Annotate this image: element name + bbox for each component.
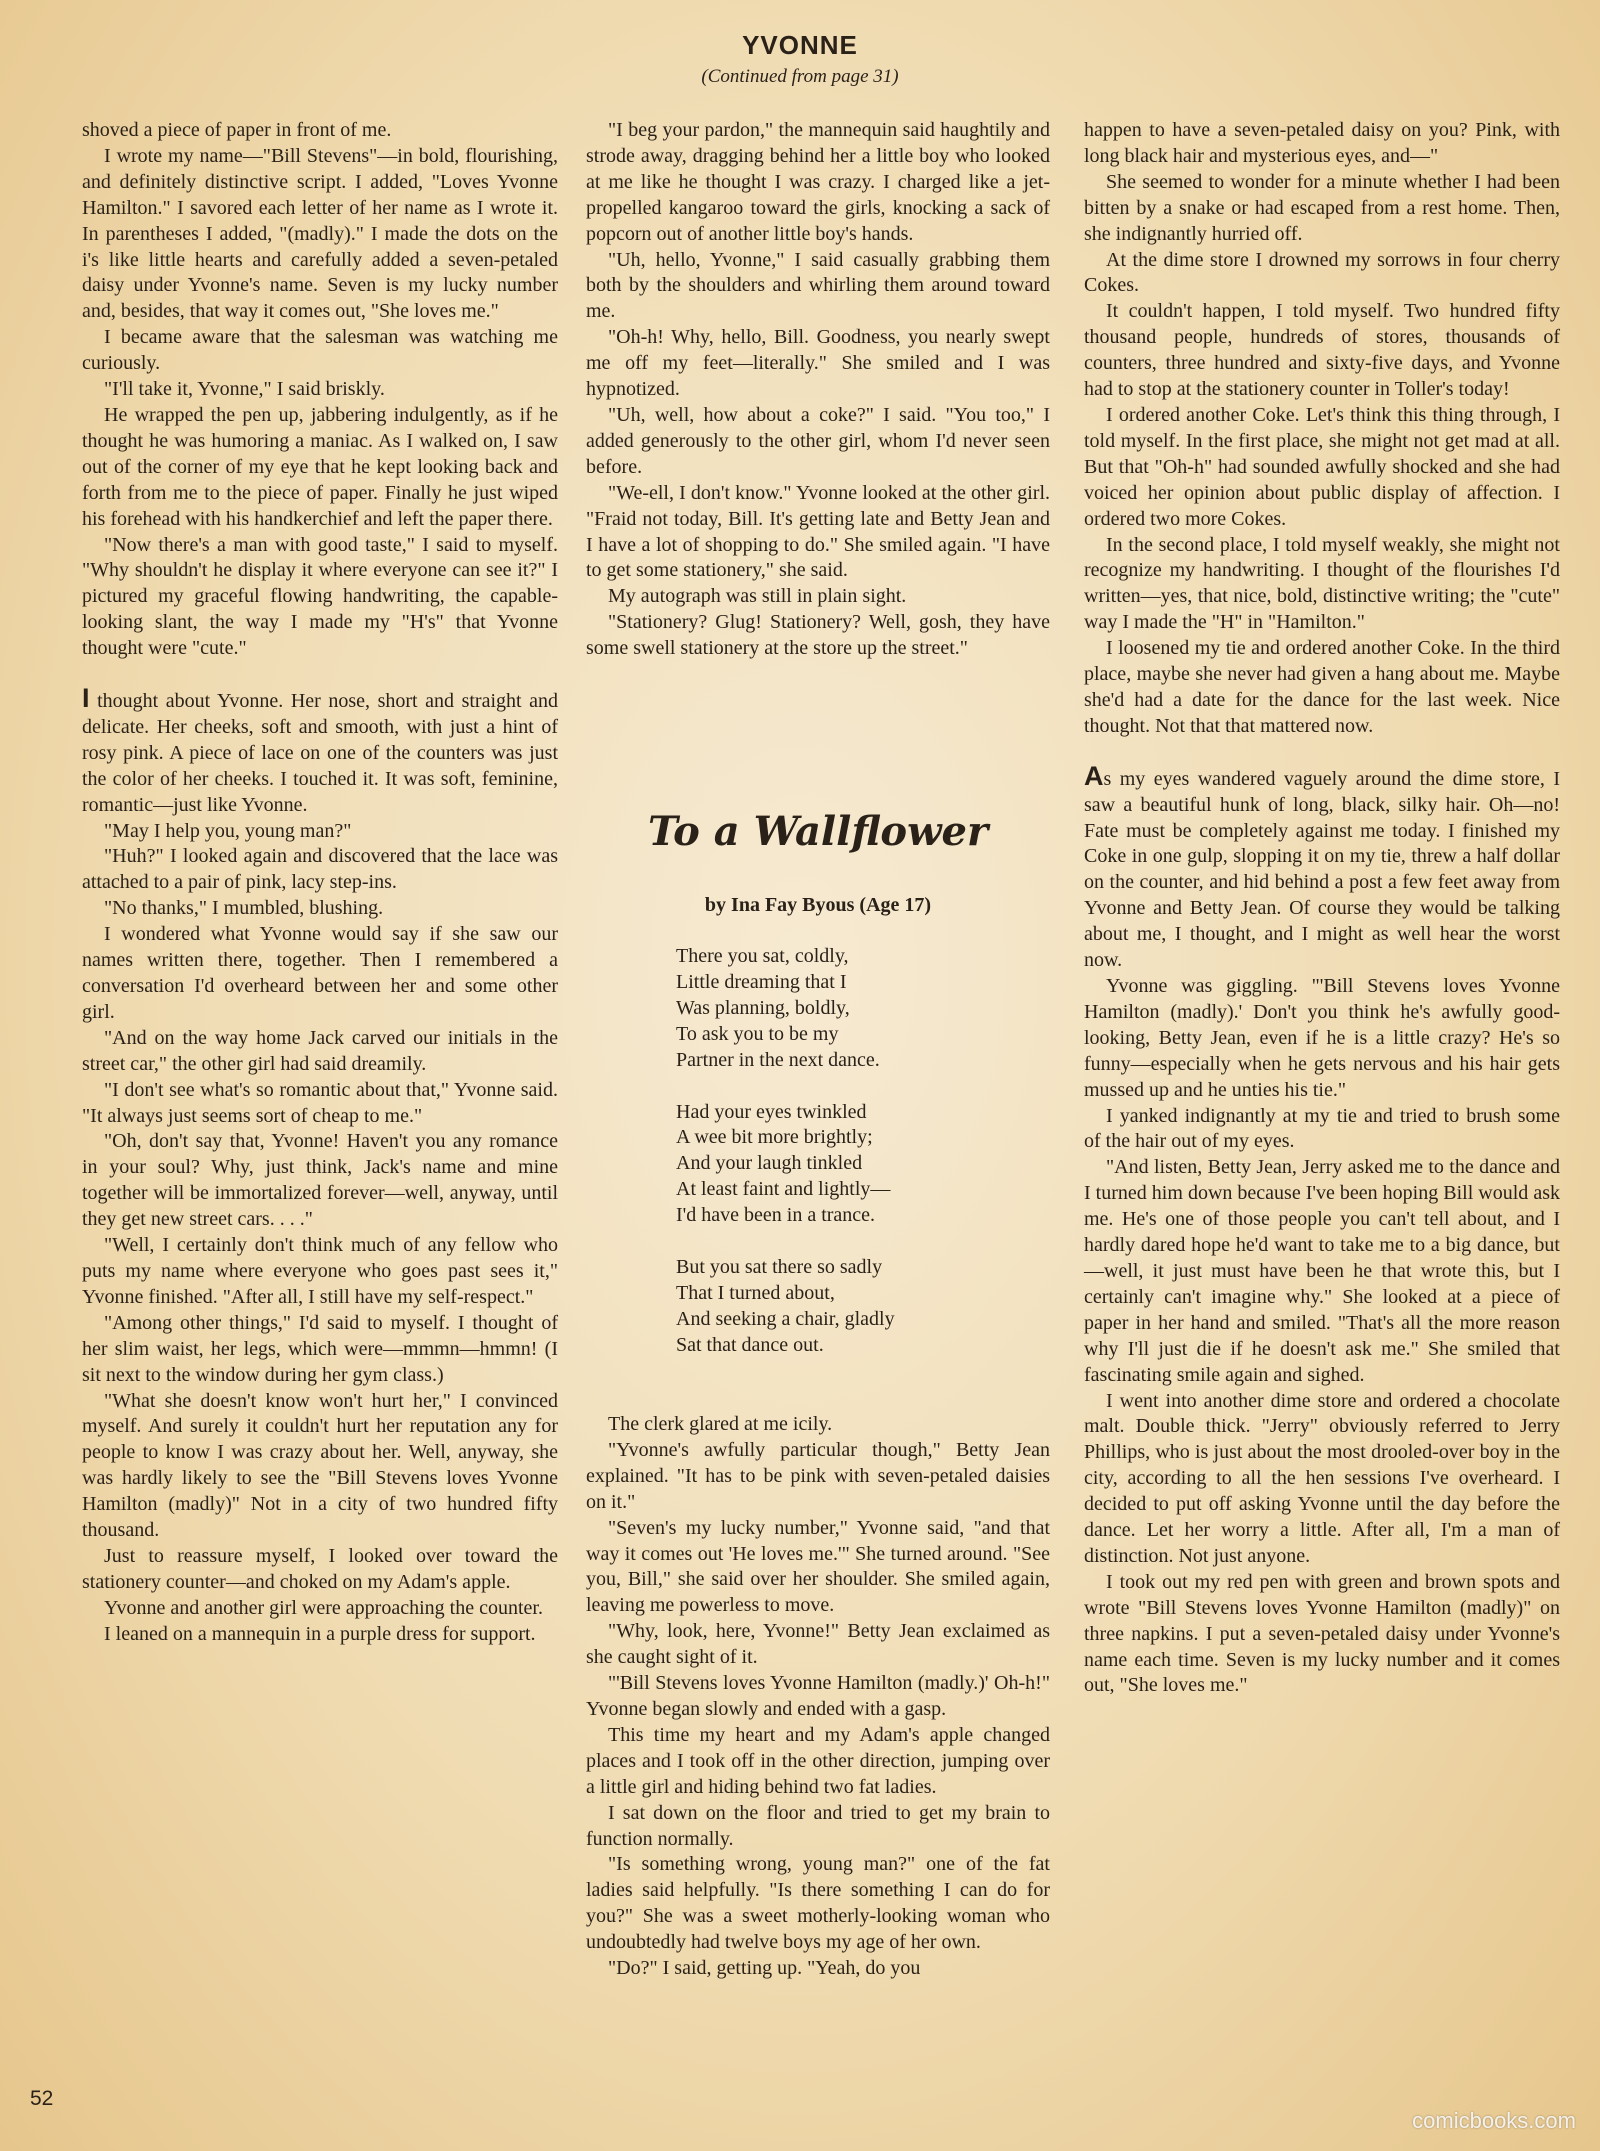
paragraph: "Seven's my lucky number," Yvonne said, "and that way it comes out 'He loves me.'" She turned around. "See you, Bill," she said over her shoulder. She smiled again, leaving me powerless to move. <box>586 1516 1050 1617</box>
paragraph: "No thanks," I mumbled, blushing. <box>104 897 384 920</box>
poem-stanza <box>676 1100 1036 1230</box>
column-3 <box>1084 118 1560 1699</box>
column-2-bottom <box>586 1412 1050 1982</box>
column-2-top <box>586 118 1050 662</box>
paragraph: "Now there's a man with good taste," I said to myself. "Why shouldn't he display it where everyone can see it?" I pictured my graceful flowing handwriting, the capable-looking slant, the way I made my "H's" that Yvonne thought were "cute." <box>82 533 558 660</box>
paragraph: He wrapped the pen up, jabbering indulgently, as if he thought he was humoring a maniac. As I walked on, I saw out of the corner of my eye that he kept looking back and forth from me to the piece of paper. Finally he just wiped his forehead with his handkerchief and left the paper there. <box>82 403 558 530</box>
poem-line: Was planning, boldly, <box>676 996 850 1019</box>
drop-cap: I <box>82 683 90 714</box>
poem-line: Partner in the next dance. <box>676 1048 880 1071</box>
paragraph: I took out my red pen with green and brown spots and wrote "Bill Stevens loves Yvonne Hamilton (madly)" on three napkins. I put a seven-petaled daisy under Yvonne's name each time. Seven is my lucky number and it comes out, "She loves me." <box>1084 1570 1560 1697</box>
paragraph: "Stationery? Glug! Stationery? Well, gosh, they have some swell stationery at the store up the street." <box>586 611 1050 660</box>
paragraph: I wondered what Yvonne would say if she saw our names written there, together. Then I remembered a conversation I'd overheard between her and some other girl. <box>82 923 558 1023</box>
paragraph: I wrote my name—"Bill Stevens"—in bold, flourishing, and definitely distinctive script. I added, "Loves Yvonne Hamilton." I savored each letter of her name as I wrote it. In parentheses I added, "(madly)." I made the dots on the i's like little hearts and carefully added a seven-petaled daisy under Yvonne's name. Seven is my lucky number and, besides, that way it comes out, "She loves me." <box>82 144 558 323</box>
paragraph: I ordered another Coke. Let's think this thing through, I told myself. In the first place, she might not get mad at all. But that "Oh-h" had sounded awfully shocked and she had voiced her opinion about public display of affection. I ordered two more Cokes. <box>1084 403 1560 530</box>
paragraph: Yvonne and another girl were approaching the counter. <box>104 1596 543 1619</box>
paragraph: I yanked indignantly at my tie and tried to brush some of the hair out of my eyes. <box>1084 1104 1560 1153</box>
paragraph: "Huh?" I looked again and discovered that the lace was attached to a pair of pink, lacy step-ins. <box>82 845 558 894</box>
poem-line: And your laugh tinkled <box>676 1152 863 1175</box>
paragraph-text: s my eyes wandered vaguely around the dime store, I saw a beautiful hunk of long, black, silky hair. Oh—no! Fate must be completely against me today. I finished my Coke in one gulp, slopping it on my tie, threw a half dollar on the counter, and hid behind a post a few feet away from Yvonne and Betty Jean. Of course they would be talking about me, I thought, and I might as well hear the worst now. <box>1084 767 1560 972</box>
poem-line: And seeking a chair, gladly <box>676 1307 895 1330</box>
paragraph: "Is something wrong, young man?" one of the fat ladies said helpfully. "Is there something I can do for you?" She was a sweet motherly-looking woman who undoubtedly had twelve boys my age of her own. <box>586 1853 1050 1954</box>
story-title: YVONNE <box>742 30 858 60</box>
paragraph-text: thought about Yvonne. Her nose, short and straight and delicate. Her cheeks, soft and smooth, with just a hint of rosy pink. A piece of lace on one of the counters was just the color of her cheeks. I touched it. It was soft, feminine, romantic—just like Yvonne. <box>82 690 559 816</box>
drop-cap: A <box>1084 760 1104 791</box>
paragraph: "Do?" I said, getting up. "Yeah, do you <box>608 1957 921 1980</box>
paragraph: Yvonne was giggling. "'Bill Stevens loves Yvonne Hamilton (madly).' Don't you think he's awfully good-looking, Betty Jean, even if he is a little crazy? He's so funny—especially when he gets nervous and his hair gets mussed up and he unties his tie." <box>1084 975 1560 1101</box>
paragraph: "I beg your pardon," the mannequin said haughtily and strode away, dragging behind her a little boy who looked at me like he thought I was crazy. I charged like a jet-propelled kangaroo toward the girls, knocking a sack of popcorn out of another little boy's hands. <box>586 119 1050 245</box>
paragraph: I sat down on the floor and tried to get my brain to function normally. <box>586 1801 1050 1850</box>
poem <box>676 944 1036 1385</box>
paragraph-with-dropcap <box>82 683 559 819</box>
paragraph: It couldn't happen, I told myself. Two hundred fifty thousand people, hundreds of stores, thousands of counters, three hundred and sixty-five days, and Yvonne had to stop at the stationery counter in Toller's today! <box>1084 300 1560 401</box>
paragraph: She seemed to wonder for a minute whether I had been bitten by a snake or had escaped from a rest home. Then, she indignantly hurried off. <box>1084 170 1560 245</box>
column-1 <box>82 118 558 1648</box>
paragraph: "Oh-h! Why, hello, Bill. Goodness, you nearly swept me off my feet—literally." She smiled and I was hypnotized. <box>586 326 1050 401</box>
paragraph: At the dime store I drowned my sorrows in four cherry Cokes. <box>1084 248 1560 297</box>
paragraph-with-dropcap <box>1084 760 1560 974</box>
paragraph: "Well, I certainly don't think much of any fellow who puts my name where everyone who goes past sees it," Yvonne finished. "After all, I still have my self-respect." <box>82 1234 558 1308</box>
paragraph: In the second place, I told myself weakly, she might not recognize my handwriting. I thought of the flourishes I'd written—yes, that nice, bold, distinctive writing; the "cute" way I made the "H" in "Hamilton." <box>1084 533 1560 634</box>
paragraph: "And on the way home Jack carved our initials in the street car," the other girl had said dreamily. <box>82 1026 558 1075</box>
poem-line: A wee bit more brightly; <box>676 1126 873 1149</box>
poem-line: Little dreaming that I <box>676 970 847 993</box>
paragraph: "Yvonne's awfully particular though," Betty Jean explained. "It has to be pink with seven-petaled daisies on it." <box>586 1438 1050 1513</box>
paragraph: "'Bill Stevens loves Yvonne Hamilton (madly.)' Oh-h!" Yvonne began slowly and ended with a gasp. <box>586 1672 1050 1720</box>
poem-title: To a Wallflower <box>647 808 989 855</box>
poem-line: There you sat, coldly, <box>676 945 849 967</box>
paragraph: The clerk glared at me icily. <box>608 1413 833 1435</box>
poem-line: That I turned about, <box>676 1281 835 1304</box>
paragraph: "Oh, don't say that, Yvonne! Haven't you any romance in your soul? Why, just think, Jack's name and mine together will be immortalized forever—well, anyway, until they get new street cars. . . ." <box>82 1130 558 1231</box>
continued-note: (Continued from page 31) <box>701 66 899 87</box>
paragraph: "We-ell, I don't know." Yvonne looked at the other girl. "Fraid not today, Bill. It's getting late and Betty Jean and I have a lot of shopping to do." She smiled again. "I have to get some stationery," she said. <box>586 481 1050 582</box>
poem-line: At least faint and lightly— <box>676 1178 891 1201</box>
watermark: comicbooks.com <box>1412 2108 1576 2133</box>
paragraph: "What she doesn't know won't hurt her," I convinced myself. And surely it couldn't hurt her reputation any for people to know I was crazy about her. Well, anyway, she was hardly likely to see the "Bill Stevens loves Yvonne Hamilton (madly)" Not in a city of two hundred fifty thousand. <box>82 1389 558 1542</box>
paragraph: I loosened my tie and ordered another Coke. In the third place, maybe she never had given a hang about me. Maybe she'd had a date for the dance for the last week. Nice thought. Not that that mattered now. <box>1084 637 1560 737</box>
poem-stanza <box>676 944 1036 1074</box>
paragraph: shoved a piece of paper in front of me. <box>82 119 392 141</box>
paragraph: My autograph was still in plain sight. <box>608 585 907 608</box>
paragraph: Just to reassure myself, I looked over toward the stationery counter—and choked on my Adam's apple. <box>82 1544 558 1593</box>
poem-line: I'd have been in a trance. <box>676 1204 876 1227</box>
paragraph: "I'll take it, Yvonne," I said briskly. <box>104 378 385 401</box>
paragraph: "Among other things," I'd said to myself. I thought of her slim waist, her legs, which were—mmmn—hmmn! (I sit next to the window during her gym class.) <box>82 1311 558 1386</box>
paragraph: "Uh, hello, Yvonne," I said casually grabbing them both by the shoulders and whirling them around toward me. <box>586 248 1050 323</box>
poem-line: Had your eyes twinkled <box>676 1100 867 1123</box>
paragraph: I became aware that the salesman was watching me curiously. <box>82 326 558 375</box>
paragraph: I leaned on a mannequin in a purple dress for support. <box>104 1622 536 1645</box>
paragraph: happen to have a seven-petaled daisy on you? Pink, with long black hair and mysterious eyes, and—" <box>1084 119 1560 167</box>
poem-stanza <box>676 1255 1036 1359</box>
poem-line: But you sat there so sadly <box>676 1256 883 1279</box>
paragraph: "And listen, Betty Jean, Jerry asked me to the dance and I turned him down because I've been hoping Bill would ask me. He's one of those people you can't tell about, and I hardly dared hope he'd want to take me to a big dance, but—well, it just must have been he that wrote this, but I certainly can't imagine why." She looked at a piece of paper in her hand and smiled. "That's all the more reason why I'll just die if he doesn't ask me." She smiled that fascinating smile again and sighed. <box>1084 1156 1560 1386</box>
poem-line: To ask you to be my <box>676 1022 839 1045</box>
paragraph: I went into another dime store and ordered a chocolate malt. Double thick. "Jerry" obviously referred to Jerry Phillips, who is just about the most drooled-over boy in the city, according to all the hen sessions I've overheard. I decided to put off asking Yvonne until the day before the dance. Let her worry a little. After all, I'm a man of distinction. Not just anyone. <box>1084 1389 1560 1567</box>
paragraph: "I don't see what's so romantic about that," Yvonne said. "It always just seems sort of cheap to me." <box>82 1078 558 1127</box>
page-number: 52 <box>30 2087 54 2110</box>
paragraph: This time my heart and my Adam's apple changed places and I took off in the other direction, jumping over a little girl and hiding behind two fat ladies. <box>586 1723 1050 1798</box>
poem-byline: by Ina Fay Byous (Age 17) <box>704 894 932 916</box>
paragraph: "May I help you, young man?" <box>104 819 352 842</box>
poem-line: Sat that dance out. <box>676 1333 824 1356</box>
paragraph: "Uh, well, how about a coke?" I said. "You too," I added generously to the other girl, whom I'd never seen before. <box>586 403 1050 478</box>
paragraph: "Why, look, here, Yvonne!" Betty Jean exclaimed as she caught sight of it. <box>586 1620 1050 1669</box>
